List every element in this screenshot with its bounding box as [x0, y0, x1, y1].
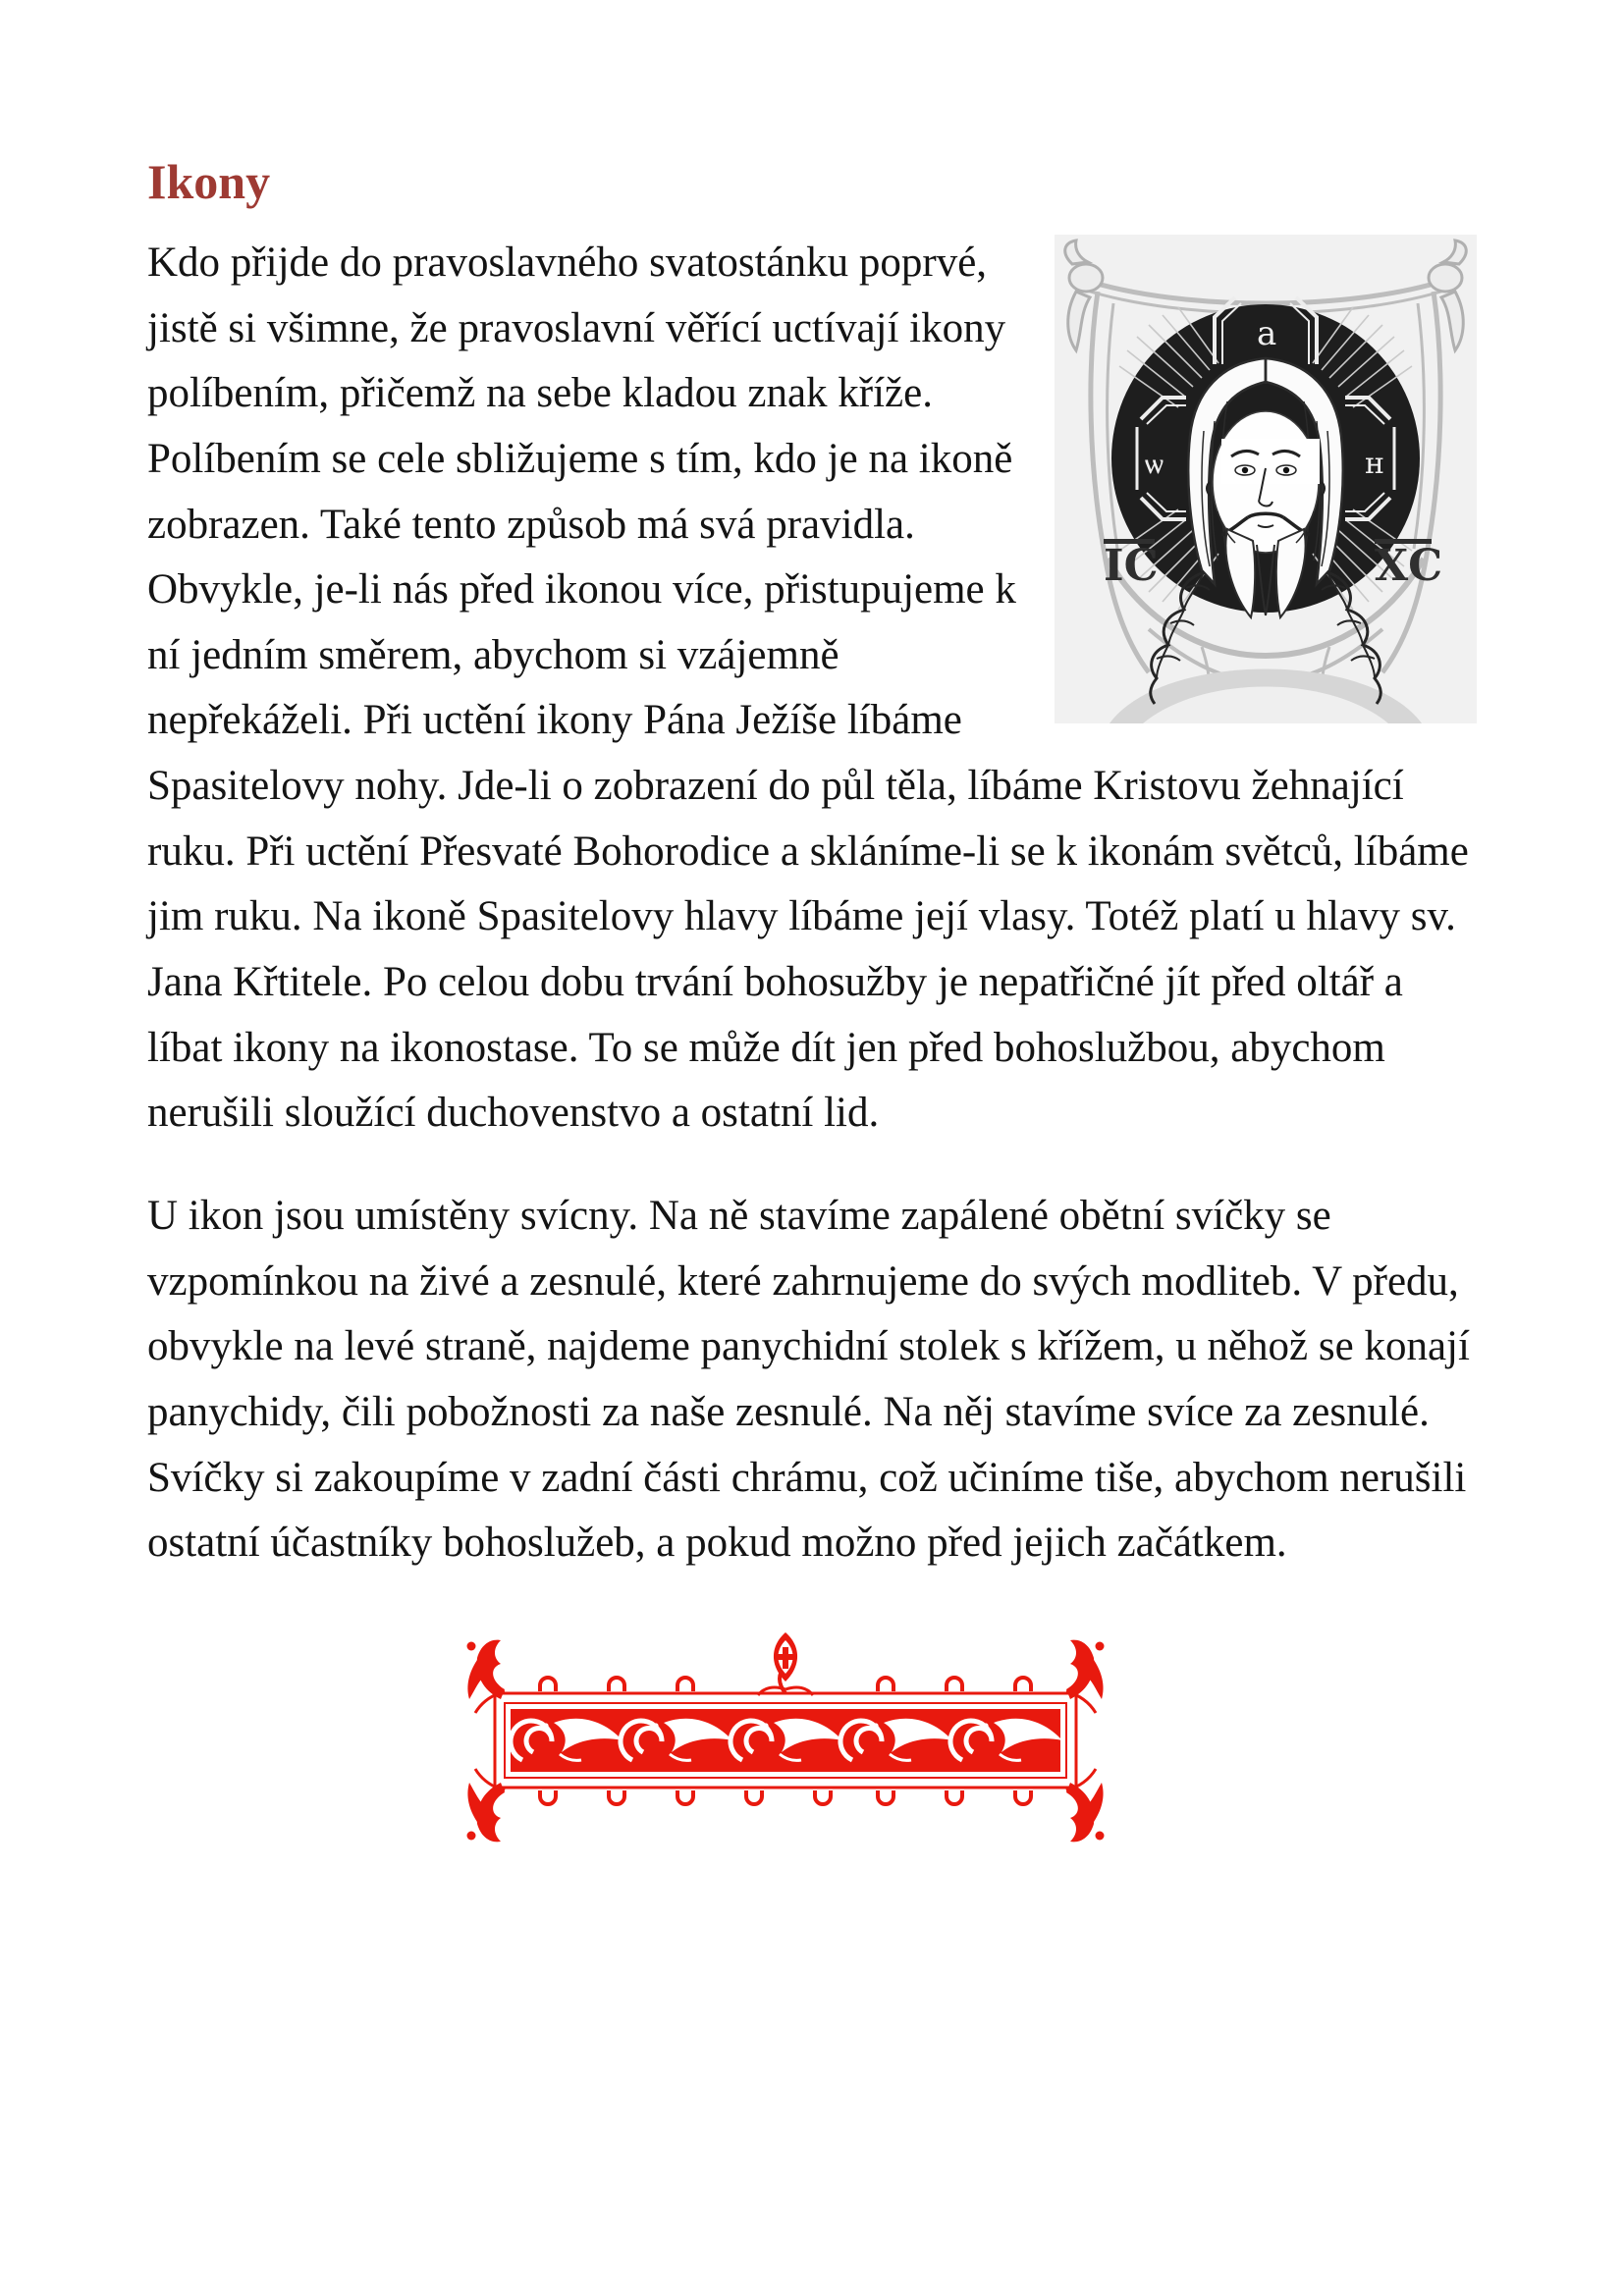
mandylion-image [1055, 235, 1477, 723]
mandylion-christ-icon [1055, 235, 1477, 723]
white-patch-artifact [1221, 439, 1320, 484]
inscription-xc: ХС [1375, 541, 1443, 591]
halo-letter-left: ѡ [1145, 447, 1164, 481]
paragraph-candles: U ikon jsou umístěny svícny. Na ně stavíme zapálené obětní svíčky se vzpomínkou na živé a zesnulé, které zahrnujeme do svých modliteb. V předu, obvykle na levé straně, najdeme panychidní stolek s křížem, u něhož se konají panychidy, čili pobožnosti za naše zesnulé. Na něj stavíme svíce za zesnulé. Svíčky si zakoupíme v zadní části chrámu, což učiníme tiše, abychom nerušili ostatní účastníky bohoslužeb, a pokud možno před jejich začátkem. [147, 1192, 1470, 1567]
red-ornament-icon [461, 1630, 1110, 1851]
page-title: Ikony [147, 154, 271, 209]
divider-band [495, 1693, 1076, 1788]
divider-central-finial [758, 1632, 813, 1695]
halo-letter-right: н [1365, 447, 1384, 481]
halo-letter-top: а [1257, 314, 1277, 353]
paragraph-icons-veneration: Kdo přijde do pravoslavného svatostánku poprvé, jistě si všimne, že pravoslavní věřící uctívají ikony políbením, přičemž na sebe kladou znak kříže. Políbením se cele sbližujeme s tím, kdo je na ikoně zobrazen. Také tento způsob má svá pravidla. Obvykle, je-li nás před ikonou více, přistupujeme k ní jedním směrem, abychom si vzájemně nepřekáželi. Při uctění ikony Pána Ježíše líbáme Spasitelovy nohy. Jde-li o zobrazení do půl těla, líbáme Kristovu žehnající ruku. Při uctění Přesvaté Bohorodice a skláníme-li se k ikonám světců, líbáme jim ruku. Na ikoně Spasitelovy hlavy líbáme její vlasy. Totéž platí u hlavy sv. Jana Křtitele. Po celou dobu trvání bohosužby je nepatřičné jít před oltář a líbat ikony na ikonostase. To se může dít jen před bohoslužbou, abychom nerušili sloužící duchovenstvo a ostatní lid. [147, 240, 1469, 1137]
ornamental-divider [461, 1630, 1110, 1851]
inscription-ic: ІС [1104, 541, 1159, 591]
